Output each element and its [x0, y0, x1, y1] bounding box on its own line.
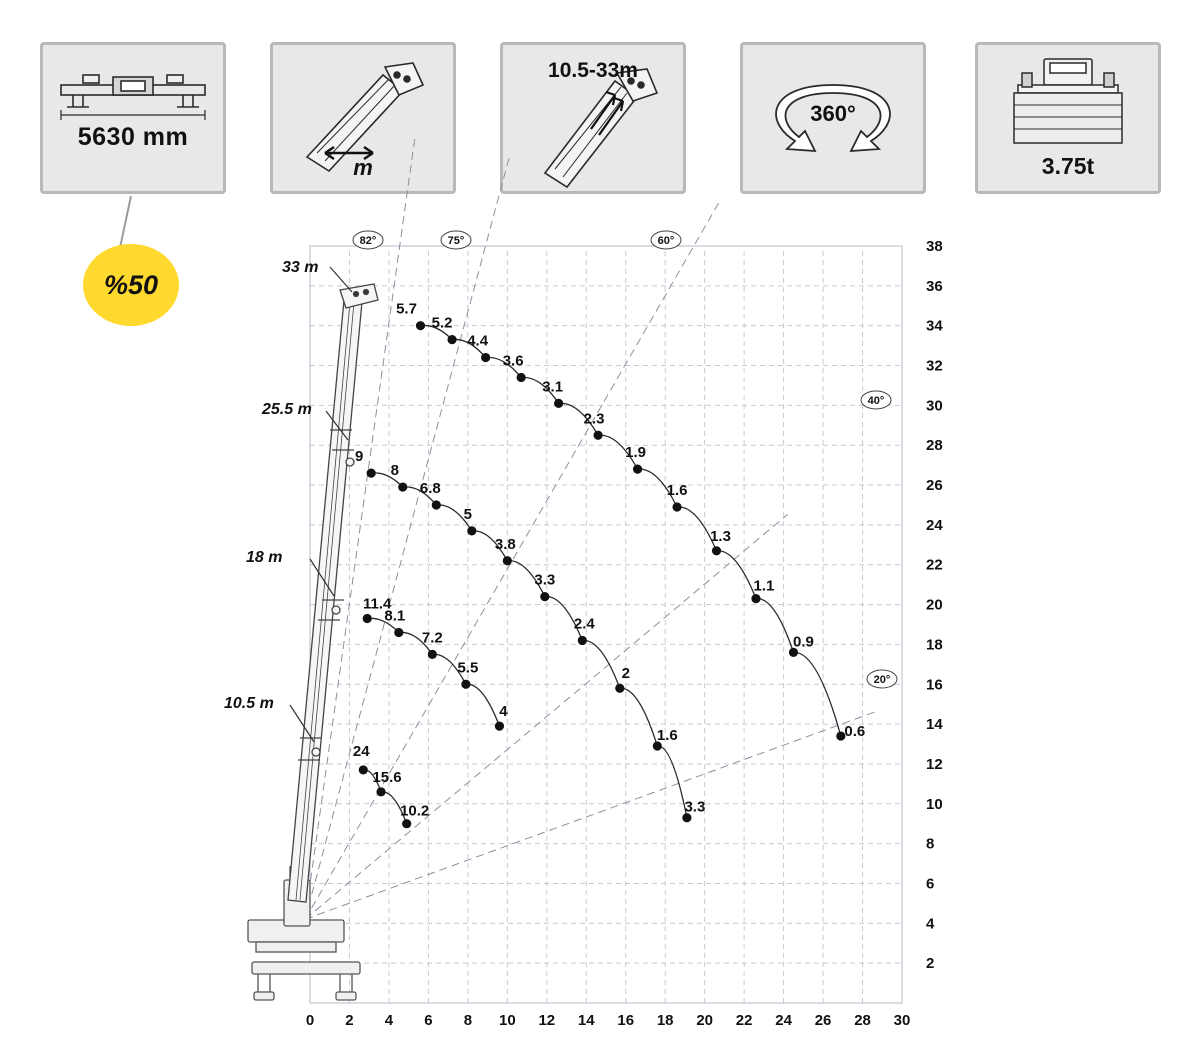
x-tick-label: 14	[577, 1012, 595, 1029]
angle-label: 20°	[873, 674, 891, 686]
x-tick-label: 24	[775, 1012, 792, 1029]
load-point	[481, 353, 490, 362]
y-tick-label: 20	[926, 596, 943, 614]
load-value-label: 3.6	[502, 352, 524, 370]
load-point	[615, 684, 624, 693]
badge-percent: %50	[83, 244, 179, 326]
load-value-label: 24	[352, 742, 370, 760]
load-value-label: 1.6	[666, 481, 688, 499]
load-point	[672, 502, 681, 511]
load-value-label: 5.5	[457, 659, 479, 677]
load-point	[751, 594, 760, 603]
load-point	[398, 482, 407, 491]
load-value-label: 1.6	[656, 727, 678, 745]
load-point	[467, 526, 476, 535]
y-tick-label: 14	[926, 716, 943, 734]
load-value-label: 1.1	[753, 577, 775, 595]
load-value-label: 4	[499, 703, 508, 721]
load-value-label: 2	[621, 665, 630, 683]
angle-label: 75°	[447, 235, 465, 247]
load-value-label: 6.8	[419, 479, 441, 497]
load-point	[517, 373, 526, 382]
load-point	[712, 546, 721, 555]
y-tick-label: 34	[926, 317, 943, 335]
load-point	[633, 465, 642, 474]
load-value-label: 1.9	[625, 444, 647, 462]
boom-length-label: 25.5 m	[262, 401, 312, 418]
load-value-label: 5.7	[396, 300, 417, 318]
angle-rays	[305, 137, 897, 919]
y-tick-label: 38	[926, 238, 943, 255]
load-point	[594, 431, 603, 440]
load-point	[416, 321, 425, 330]
boom-length-label: 18 m	[246, 549, 283, 566]
spec-label-capacity: 3.75t	[1041, 153, 1095, 179]
x-tick-label: 16	[617, 1012, 635, 1029]
y-tick-label: 24	[926, 516, 943, 534]
load-point	[394, 628, 403, 637]
load-value-label: 5	[463, 505, 472, 523]
chart-grid	[310, 246, 902, 1003]
x-tick-label: 10	[498, 1012, 516, 1029]
x-tick-label: 0	[305, 1012, 315, 1029]
x-tick-label: 28	[854, 1012, 871, 1029]
y-tick-label: 32	[926, 357, 943, 375]
load-value-label: 2.3	[583, 410, 605, 428]
x-tick-label: 8	[463, 1012, 473, 1029]
x-tick-label: 26	[814, 1012, 832, 1029]
load-value-label: 4.4	[467, 332, 489, 350]
load-curve	[421, 325, 841, 736]
load-value-label: 10.2	[400, 802, 430, 820]
load-point	[428, 650, 437, 659]
load-value-label: 3.1	[542, 378, 564, 396]
load-point	[461, 680, 470, 689]
x-tick-label: 12	[538, 1012, 556, 1029]
y-tick-label: 16	[926, 676, 943, 694]
load-point	[367, 469, 376, 478]
load-value-label: 3.8	[494, 535, 516, 553]
load-value-label: 1.3	[710, 527, 731, 545]
load-point	[359, 765, 368, 774]
load-point	[554, 399, 563, 408]
y-tick-label: 8	[926, 835, 935, 853]
spec-label-boom-extension: m	[353, 155, 373, 180]
load-point	[376, 787, 385, 796]
x-tick-label: 6	[424, 1012, 433, 1029]
y-tick-label: 4	[926, 915, 935, 933]
boom-length-label: 10.5 m	[224, 695, 274, 712]
y-tick-label: 22	[926, 556, 943, 574]
y-tick-label: 30	[926, 397, 943, 415]
load-point	[540, 592, 549, 601]
load-value-label: 8	[390, 462, 399, 480]
y-tick-label: 28	[926, 437, 943, 455]
load-point	[578, 636, 587, 645]
load-value-label: 7.2	[421, 629, 443, 647]
x-tick-label: 30	[893, 1012, 911, 1029]
load-point	[363, 614, 372, 623]
x-tick-label: 20	[696, 1012, 714, 1029]
load-value-label: 3.3	[534, 571, 556, 589]
y-tick-label: 6	[926, 875, 935, 893]
spec-label-slewing-range: 360°	[810, 101, 856, 126]
load-point	[495, 721, 504, 730]
load-point	[447, 335, 456, 344]
spec-label-jib-range: 10.5-33m	[548, 59, 638, 82]
crane-illustration	[248, 284, 378, 1000]
load-value-label: 8.1	[384, 607, 406, 625]
y-tick-label: 18	[926, 636, 943, 654]
load-point	[432, 500, 441, 509]
load-value-label: 3.3	[684, 798, 706, 816]
x-tick-label: 2	[345, 1012, 354, 1029]
angle-label: 82°	[359, 235, 377, 247]
load-value-label: 2.4	[573, 615, 595, 633]
load-curves	[363, 325, 841, 823]
load-value-label: 15.6	[372, 768, 402, 786]
y-tick-label: 36	[926, 277, 943, 295]
x-tick-label: 18	[656, 1012, 674, 1029]
load-value-label: 11.4	[363, 595, 392, 613]
load-value-label: 0.6	[844, 723, 866, 741]
y-tick-label: 26	[926, 477, 943, 495]
y-tick-label: 10	[926, 795, 943, 813]
boom-length-label: 33 m	[282, 259, 319, 276]
angle-label: 40°	[867, 395, 885, 407]
y-tick-label: 12	[926, 755, 943, 773]
load-value-label: 9	[355, 448, 364, 466]
load-point	[402, 819, 411, 828]
load-value-label: 5.2	[431, 314, 453, 332]
y-tick-label: 2	[926, 955, 935, 973]
x-tick-label: 4	[384, 1012, 394, 1029]
angle-label: 60°	[657, 235, 675, 247]
load-point	[503, 556, 512, 565]
x-tick-label: 22	[735, 1012, 753, 1029]
load-value-label: 0.9	[793, 633, 814, 651]
spec-label-outrigger-width: 5630 mm	[77, 123, 189, 151]
